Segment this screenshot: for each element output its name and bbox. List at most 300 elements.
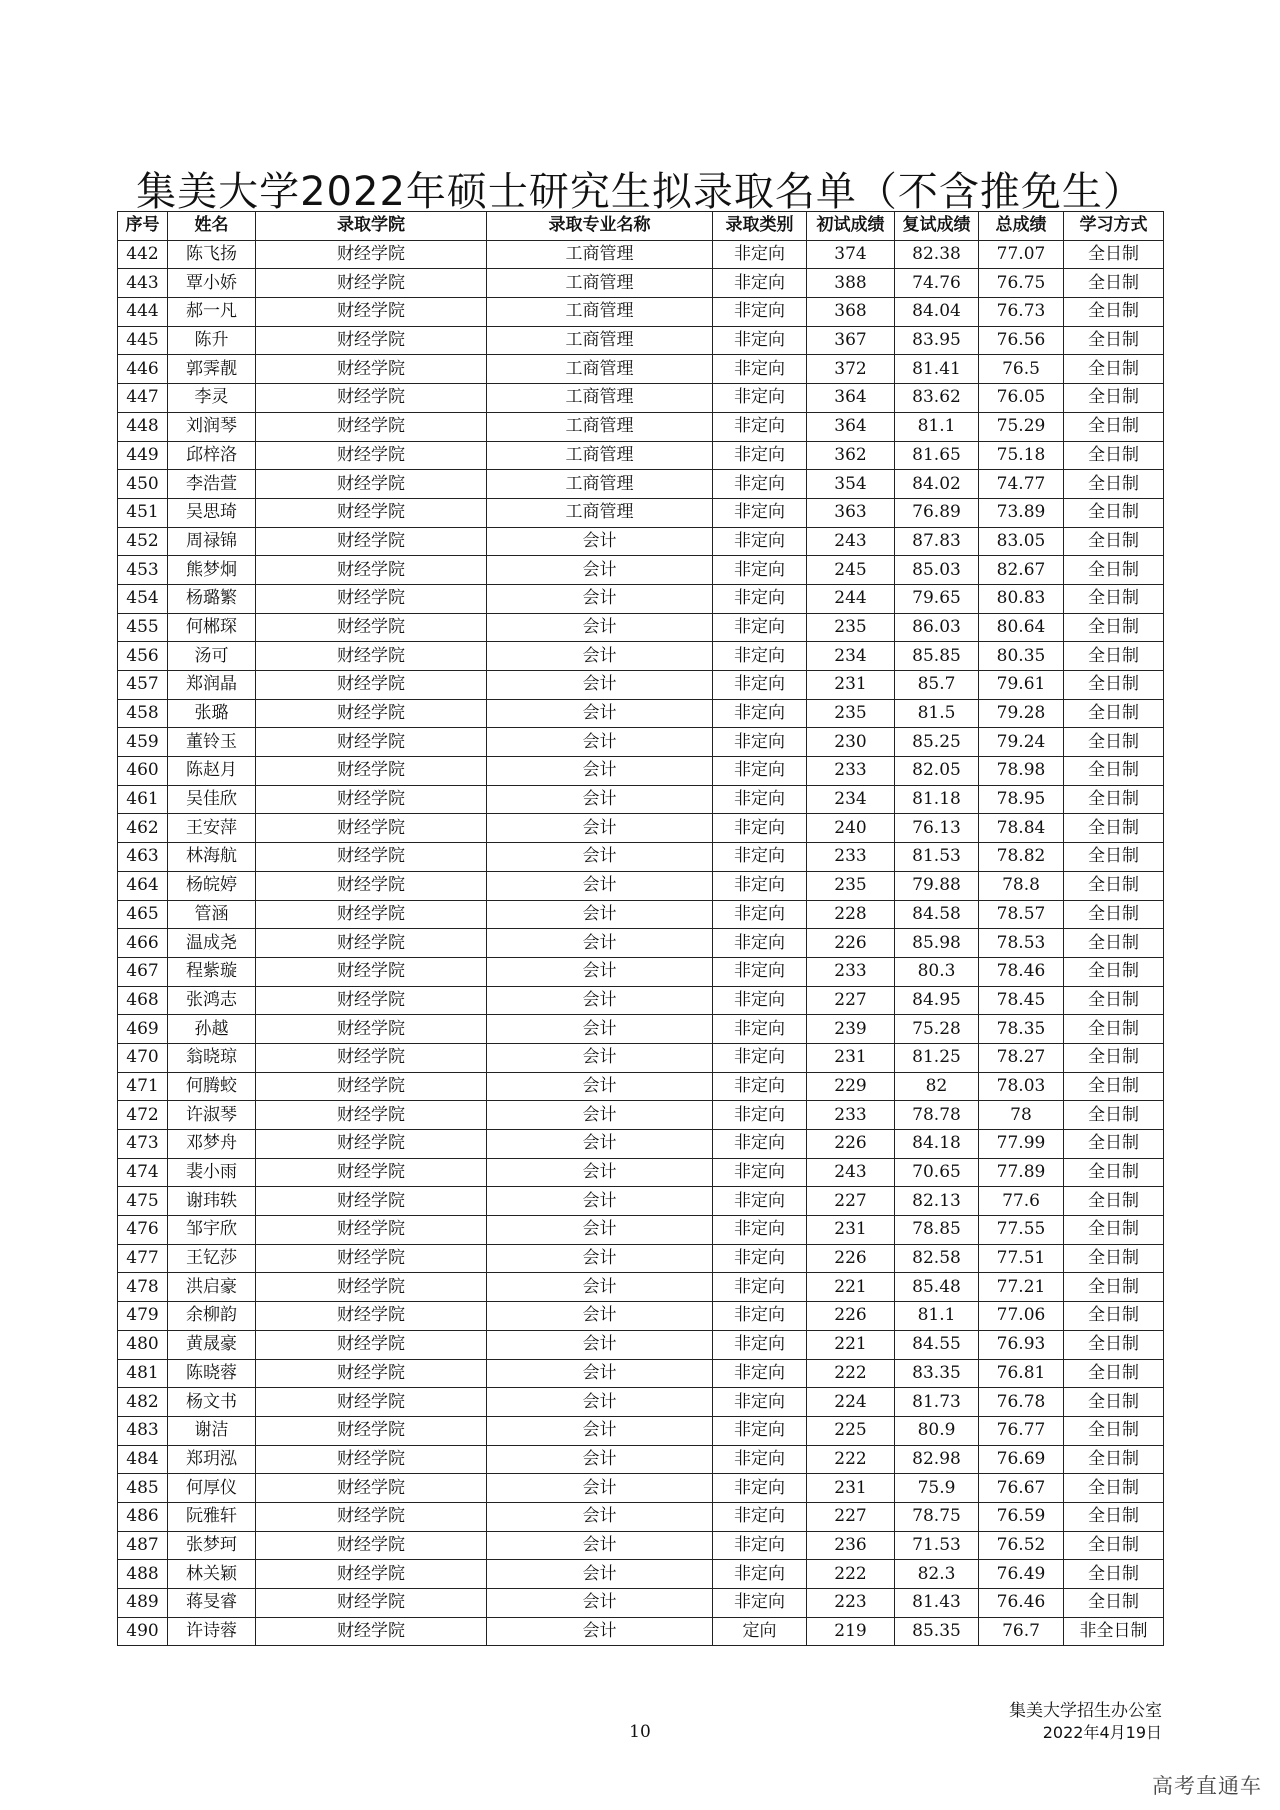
- table-cell: 227: [807, 1187, 895, 1216]
- table-cell: 81.53: [895, 843, 979, 872]
- table-cell: 蒋旻睿: [168, 1589, 256, 1618]
- table-cell: 85.35: [895, 1617, 979, 1646]
- table-cell: 84.18: [895, 1130, 979, 1159]
- table-cell: 会计: [487, 1560, 713, 1589]
- table-row: [118, 1359, 1164, 1388]
- table-row: [118, 326, 1164, 355]
- table-cell: 474: [118, 1158, 168, 1187]
- table-cell: 非定向: [713, 326, 807, 355]
- table-cell: 会计: [487, 1130, 713, 1159]
- table-cell: 368: [807, 298, 895, 327]
- table-cell: 非定向: [713, 240, 807, 269]
- table-cell: 78.45: [979, 986, 1064, 1015]
- table-cell: 财经学院: [256, 1474, 487, 1503]
- table-header-row: [118, 212, 1164, 241]
- table-cell: 财经学院: [256, 1502, 487, 1531]
- table-cell: 财经学院: [256, 699, 487, 728]
- table-cell: 郭霁靓: [168, 355, 256, 384]
- table-cell: 450: [118, 470, 168, 499]
- table-cell: 郑润晶: [168, 671, 256, 700]
- table-cell: 覃小娇: [168, 269, 256, 298]
- table-cell: 非定向: [713, 642, 807, 671]
- table-cell: 非定向: [713, 1416, 807, 1445]
- table-cell: 全日制: [1064, 240, 1164, 269]
- table-cell: 杨璐繁: [168, 584, 256, 613]
- table-cell: 财经学院: [256, 757, 487, 786]
- table-row: [118, 1302, 1164, 1331]
- table-cell: 472: [118, 1101, 168, 1130]
- table-cell: 非定向: [713, 556, 807, 585]
- table-cell: 82.3: [895, 1560, 979, 1589]
- table-cell: 非定向: [713, 1273, 807, 1302]
- table-cell: 非定向: [713, 1445, 807, 1474]
- table-cell: 会计: [487, 1445, 713, 1474]
- table-cell: 非定向: [713, 1101, 807, 1130]
- table-cell: 非定向: [713, 728, 807, 757]
- table-cell: 79.24: [979, 728, 1064, 757]
- table-cell: 473: [118, 1130, 168, 1159]
- table-cell: 477: [118, 1244, 168, 1273]
- table-cell: 邱梓洛: [168, 441, 256, 470]
- table-cell: 会计: [487, 1043, 713, 1072]
- table-cell: 非定向: [713, 1388, 807, 1417]
- table-cell: 会计: [487, 1416, 713, 1445]
- table-cell: 446: [118, 355, 168, 384]
- table-cell: 财经学院: [256, 470, 487, 499]
- table-cell: 226: [807, 929, 895, 958]
- table-row: [118, 384, 1164, 413]
- table-cell: 466: [118, 929, 168, 958]
- table-cell: 阮雅轩: [168, 1502, 256, 1531]
- table-row: [118, 843, 1164, 872]
- watermark-text: 高考直通车: [1152, 1774, 1262, 1798]
- table-cell: 78.75: [895, 1502, 979, 1531]
- table-cell: 全日制: [1064, 1589, 1164, 1618]
- table-cell: 会计: [487, 1015, 713, 1044]
- table-cell: 全日制: [1064, 1416, 1164, 1445]
- table-cell: 会计: [487, 699, 713, 728]
- table-cell: 工商管理: [487, 298, 713, 327]
- table-cell: 81.43: [895, 1589, 979, 1618]
- table-row: [118, 498, 1164, 527]
- table-cell: 76.89: [895, 498, 979, 527]
- table-cell: 财经学院: [256, 1043, 487, 1072]
- table-cell: 全日制: [1064, 584, 1164, 613]
- table-cell: 非定向: [713, 1330, 807, 1359]
- table-cell: 会计: [487, 1617, 713, 1646]
- table-cell: 会计: [487, 957, 713, 986]
- table-cell: 郝一凡: [168, 298, 256, 327]
- table-cell: 222: [807, 1359, 895, 1388]
- table-cell: 485: [118, 1474, 168, 1503]
- table-cell: 黄晟豪: [168, 1330, 256, 1359]
- table-cell: 财经学院: [256, 498, 487, 527]
- table-cell: 77.06: [979, 1302, 1064, 1331]
- table-cell: 非定向: [713, 269, 807, 298]
- table-cell: 会计: [487, 1101, 713, 1130]
- table-cell: 388: [807, 269, 895, 298]
- table-cell: 王钇莎: [168, 1244, 256, 1273]
- table-cell: 非定向: [713, 1043, 807, 1072]
- table-cell: 会计: [487, 1359, 713, 1388]
- table-cell: 全日制: [1064, 326, 1164, 355]
- table-row: [118, 1474, 1164, 1503]
- page-number: 10: [629, 1722, 651, 1742]
- table-cell: 231: [807, 1474, 895, 1503]
- table-cell: 会计: [487, 843, 713, 872]
- table-cell: 464: [118, 871, 168, 900]
- table-cell: 81.18: [895, 785, 979, 814]
- table-cell: 77.21: [979, 1273, 1064, 1302]
- table-cell: 453: [118, 556, 168, 585]
- table-cell: 76.67: [979, 1474, 1064, 1503]
- table-cell: 全日制: [1064, 671, 1164, 700]
- table-cell: 81.1: [895, 412, 979, 441]
- table-cell: 75.9: [895, 1474, 979, 1503]
- table-row: [118, 1187, 1164, 1216]
- table-cell: 会计: [487, 1302, 713, 1331]
- table-cell: 财经学院: [256, 1187, 487, 1216]
- table-cell: 480: [118, 1330, 168, 1359]
- column-header: 序号: [118, 212, 168, 241]
- table-cell: 全日制: [1064, 1502, 1164, 1531]
- table-cell: 87.83: [895, 527, 979, 556]
- table-cell: 全日制: [1064, 957, 1164, 986]
- table-cell: 全日制: [1064, 1158, 1164, 1187]
- table-cell: 陈晓蓉: [168, 1359, 256, 1388]
- table-cell: 76.78: [979, 1388, 1064, 1417]
- table-cell: 451: [118, 498, 168, 527]
- table-cell: 467: [118, 957, 168, 986]
- table-cell: 362: [807, 441, 895, 470]
- table-cell: 工商管理: [487, 326, 713, 355]
- table-cell: 468: [118, 986, 168, 1015]
- table-cell: 70.65: [895, 1158, 979, 1187]
- table-cell: 239: [807, 1015, 895, 1044]
- table-cell: 78.98: [979, 757, 1064, 786]
- table-row: [118, 470, 1164, 499]
- table-cell: 226: [807, 1244, 895, 1273]
- table-cell: 81.1: [895, 1302, 979, 1331]
- table-cell: 74.76: [895, 269, 979, 298]
- table-cell: 86.03: [895, 613, 979, 642]
- table-cell: 全日制: [1064, 1187, 1164, 1216]
- table-cell: 81.5: [895, 699, 979, 728]
- table-cell: 财经学院: [256, 1072, 487, 1101]
- table-cell: 75.29: [979, 412, 1064, 441]
- table-row: [118, 1244, 1164, 1273]
- table-cell: 全日制: [1064, 1560, 1164, 1589]
- table-cell: 程紫璇: [168, 957, 256, 986]
- table-cell: 何腾蛟: [168, 1072, 256, 1101]
- table-row: [118, 929, 1164, 958]
- table-row: [118, 527, 1164, 556]
- table-cell: 财经学院: [256, 355, 487, 384]
- table-cell: 会计: [487, 556, 713, 585]
- table-cell: 吴思琦: [168, 498, 256, 527]
- table-cell: 财经学院: [256, 613, 487, 642]
- table-cell: 76.56: [979, 326, 1064, 355]
- table-cell: 76.81: [979, 1359, 1064, 1388]
- table-cell: 财经学院: [256, 584, 487, 613]
- table-cell: 工商管理: [487, 240, 713, 269]
- table-cell: 全日制: [1064, 1359, 1164, 1388]
- table-cell: 非定向: [713, 871, 807, 900]
- table-row: [118, 785, 1164, 814]
- table-row: [118, 814, 1164, 843]
- table-cell: 非定向: [713, 1474, 807, 1503]
- table-cell: 457: [118, 671, 168, 700]
- table-cell: 全日制: [1064, 1043, 1164, 1072]
- table-cell: 财经学院: [256, 1216, 487, 1245]
- table-row: [118, 240, 1164, 269]
- table-cell: 230: [807, 728, 895, 757]
- table-cell: 76.73: [979, 298, 1064, 327]
- table-cell: 全日制: [1064, 1015, 1164, 1044]
- table-cell: 364: [807, 384, 895, 413]
- table-row: [118, 584, 1164, 613]
- table-cell: 71.53: [895, 1531, 979, 1560]
- table-cell: 温成尧: [168, 929, 256, 958]
- table-cell: 81.25: [895, 1043, 979, 1072]
- table-cell: 84.02: [895, 470, 979, 499]
- table-cell: 财经学院: [256, 986, 487, 1015]
- table-row: [118, 1273, 1164, 1302]
- table-cell: 442: [118, 240, 168, 269]
- table-cell: 非定向: [713, 613, 807, 642]
- table-cell: 会计: [487, 527, 713, 556]
- table-cell: 周禄锦: [168, 527, 256, 556]
- column-header: 总成绩: [979, 212, 1064, 241]
- table-row: [118, 642, 1164, 671]
- table-row: [118, 986, 1164, 1015]
- table-cell: 全日制: [1064, 871, 1164, 900]
- table-cell: 76.77: [979, 1416, 1064, 1445]
- table-cell: 374: [807, 240, 895, 269]
- table-row: [118, 1617, 1164, 1646]
- table-cell: 459: [118, 728, 168, 757]
- table-cell: 240: [807, 814, 895, 843]
- table-cell: 孙越: [168, 1015, 256, 1044]
- table-cell: 会计: [487, 1187, 713, 1216]
- table-cell: 79.65: [895, 584, 979, 613]
- table-cell: 全日制: [1064, 1474, 1164, 1503]
- table-cell: 非定向: [713, 986, 807, 1015]
- admission-table: [117, 211, 1164, 1646]
- table-cell: 财经学院: [256, 785, 487, 814]
- table-cell: 会计: [487, 1273, 713, 1302]
- table-cell: 83.35: [895, 1359, 979, 1388]
- table-cell: 财经学院: [256, 929, 487, 958]
- table-cell: 财经学院: [256, 326, 487, 355]
- table-cell: 张鸿志: [168, 986, 256, 1015]
- table-cell: 会计: [487, 785, 713, 814]
- table-cell: 邹宇欣: [168, 1216, 256, 1245]
- table-cell: 全日制: [1064, 613, 1164, 642]
- table-cell: 448: [118, 412, 168, 441]
- table-cell: 81.65: [895, 441, 979, 470]
- table-cell: 463: [118, 843, 168, 872]
- table-cell: 财经学院: [256, 1445, 487, 1474]
- table-cell: 工商管理: [487, 384, 713, 413]
- table-cell: 479: [118, 1302, 168, 1331]
- table-cell: 78.84: [979, 814, 1064, 843]
- table-cell: 444: [118, 298, 168, 327]
- table-cell: 80.83: [979, 584, 1064, 613]
- table-cell: 财经学院: [256, 1617, 487, 1646]
- table-row: [118, 613, 1164, 642]
- table-cell: 83.95: [895, 326, 979, 355]
- table-cell: 林关颖: [168, 1560, 256, 1589]
- table-cell: 233: [807, 757, 895, 786]
- table-cell: 78.8: [979, 871, 1064, 900]
- table-cell: 227: [807, 1502, 895, 1531]
- table-cell: 非定向: [713, 441, 807, 470]
- table-cell: 224: [807, 1388, 895, 1417]
- table-cell: 工商管理: [487, 269, 713, 298]
- table-cell: 财经学院: [256, 1589, 487, 1618]
- table-cell: 会计: [487, 1158, 713, 1187]
- table-cell: 非定向: [713, 1531, 807, 1560]
- table-cell: 郑玥泓: [168, 1445, 256, 1474]
- table-cell: 486: [118, 1502, 168, 1531]
- table-cell: 全日制: [1064, 1445, 1164, 1474]
- table-cell: 77.07: [979, 240, 1064, 269]
- table-cell: 会计: [487, 671, 713, 700]
- table-cell: 78.82: [979, 843, 1064, 872]
- table-cell: 244: [807, 584, 895, 613]
- table-cell: 78.95: [979, 785, 1064, 814]
- table-cell: 226: [807, 1130, 895, 1159]
- table-cell: 236: [807, 1531, 895, 1560]
- column-header: 录取类别: [713, 212, 807, 241]
- table-cell: 76.59: [979, 1502, 1064, 1531]
- table-cell: 76.49: [979, 1560, 1064, 1589]
- table-cell: 452: [118, 527, 168, 556]
- table-row: [118, 957, 1164, 986]
- table-cell: 邓梦舟: [168, 1130, 256, 1159]
- table-row: [118, 1158, 1164, 1187]
- table-cell: 全日制: [1064, 843, 1164, 872]
- table-cell: 会计: [487, 728, 713, 757]
- table-cell: 85.7: [895, 671, 979, 700]
- table-row: [118, 1502, 1164, 1531]
- table-cell: 财经学院: [256, 441, 487, 470]
- table-cell: 75.28: [895, 1015, 979, 1044]
- table-cell: 全日制: [1064, 355, 1164, 384]
- table-cell: 222: [807, 1560, 895, 1589]
- table-cell: 233: [807, 957, 895, 986]
- table-cell: 会计: [487, 1330, 713, 1359]
- table-cell: 工商管理: [487, 355, 713, 384]
- table-cell: 会计: [487, 1589, 713, 1618]
- table-cell: 83.05: [979, 527, 1064, 556]
- table-cell: 84.58: [895, 900, 979, 929]
- table-cell: 吴佳欣: [168, 785, 256, 814]
- table-cell: 非定向: [713, 1589, 807, 1618]
- table-row: [118, 1101, 1164, 1130]
- table-cell: 非定向: [713, 527, 807, 556]
- table-cell: 471: [118, 1072, 168, 1101]
- table-cell: 77.99: [979, 1130, 1064, 1159]
- table-cell: 财经学院: [256, 1302, 487, 1331]
- table-cell: 非定向: [713, 1502, 807, 1531]
- table-row: [118, 1531, 1164, 1560]
- table-cell: 全日制: [1064, 441, 1164, 470]
- table-cell: 82.05: [895, 757, 979, 786]
- table-cell: 会计: [487, 929, 713, 958]
- table-cell: 449: [118, 441, 168, 470]
- table-row: [118, 671, 1164, 700]
- table-cell: 张璐: [168, 699, 256, 728]
- table-cell: 367: [807, 326, 895, 355]
- table-row: [118, 1445, 1164, 1474]
- table-cell: 财经学院: [256, 1560, 487, 1589]
- table-cell: 78.78: [895, 1101, 979, 1130]
- table-cell: 非定向: [713, 699, 807, 728]
- table-cell: 全日制: [1064, 929, 1164, 958]
- table-cell: 85.03: [895, 556, 979, 585]
- table-cell: 全日制: [1064, 986, 1164, 1015]
- table-cell: 76.05: [979, 384, 1064, 413]
- table-cell: 非定向: [713, 384, 807, 413]
- table-cell: 79.61: [979, 671, 1064, 700]
- table-cell: 财经学院: [256, 671, 487, 700]
- table-cell: 458: [118, 699, 168, 728]
- table-cell: 245: [807, 556, 895, 585]
- table-cell: 84.55: [895, 1330, 979, 1359]
- table-cell: 刘润琴: [168, 412, 256, 441]
- table-cell: 全日制: [1064, 412, 1164, 441]
- table-cell: 243: [807, 1158, 895, 1187]
- table-cell: 全日制: [1064, 1101, 1164, 1130]
- table-cell: 财经学院: [256, 269, 487, 298]
- table-cell: 233: [807, 1101, 895, 1130]
- table-row: [118, 441, 1164, 470]
- table-cell: 非全日制: [1064, 1617, 1164, 1646]
- page-title: 集美大学2022年硕士研究生拟录取名单（不含推免生）: [136, 169, 1144, 215]
- table-row: [118, 728, 1164, 757]
- table-cell: 财经学院: [256, 728, 487, 757]
- table-cell: 杨文书: [168, 1388, 256, 1417]
- table-row: [118, 699, 1164, 728]
- table-cell: 76.46: [979, 1589, 1064, 1618]
- table-cell: 78.27: [979, 1043, 1064, 1072]
- table-cell: 非定向: [713, 1072, 807, 1101]
- table-cell: 454: [118, 584, 168, 613]
- table-cell: 231: [807, 1043, 895, 1072]
- table-row: [118, 355, 1164, 384]
- table-cell: 77.51: [979, 1244, 1064, 1273]
- column-header: 录取学院: [256, 212, 487, 241]
- table-cell: 235: [807, 613, 895, 642]
- table-cell: 79.88: [895, 871, 979, 900]
- table-cell: 张梦珂: [168, 1531, 256, 1560]
- table-cell: 工商管理: [487, 498, 713, 527]
- table-cell: 233: [807, 843, 895, 872]
- column-header: 初试成绩: [807, 212, 895, 241]
- table-cell: 76.52: [979, 1531, 1064, 1560]
- table-cell: 481: [118, 1359, 168, 1388]
- table-cell: 裴小雨: [168, 1158, 256, 1187]
- table-cell: 工商管理: [487, 412, 713, 441]
- table-cell: 全日制: [1064, 699, 1164, 728]
- table-cell: 会计: [487, 1531, 713, 1560]
- table-cell: 谢洁: [168, 1416, 256, 1445]
- table-cell: 全日制: [1064, 757, 1164, 786]
- table-row: [118, 1130, 1164, 1159]
- table-row: [118, 1072, 1164, 1101]
